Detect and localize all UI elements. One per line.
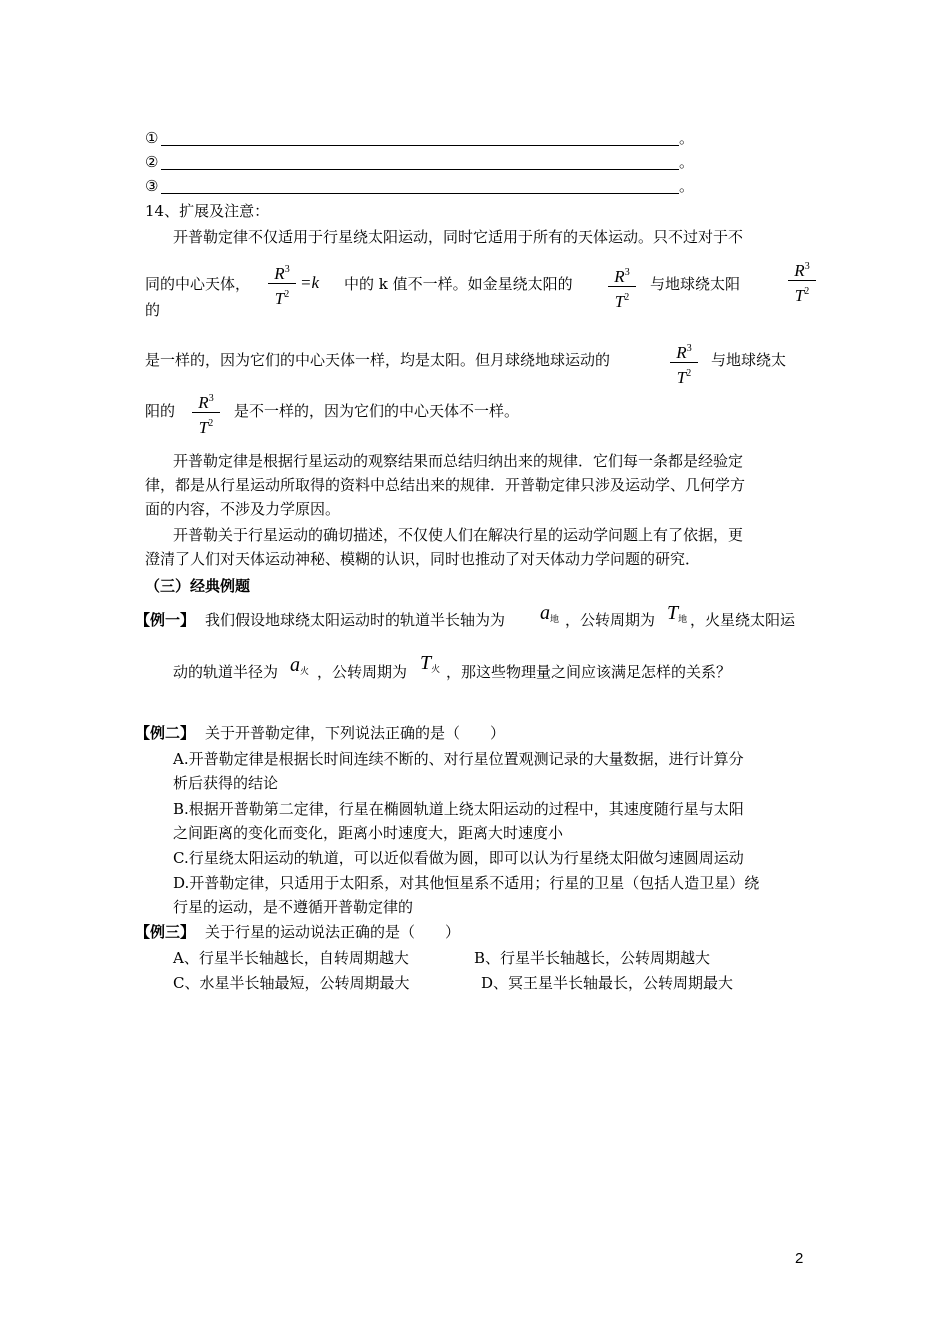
paragraph-1-line-5a: 阳的 — [145, 402, 176, 420]
page-number: 2 — [795, 1250, 804, 1267]
paragraph-3-line-1: 开普勒关于行星运动的确切描述，不仅使人们在解决行星的运动学问题上有了依据，更 — [173, 526, 744, 544]
paragraph-1-line-2c: 与地球绕太阳 — [650, 275, 741, 293]
example-2-option-a-line-1: A.开普勒定律是根据长时间连续不断的、对行星位置观测记录的大量数据，进行计算分 — [173, 750, 744, 768]
example-2-option-b-line-1: B.根据开普勒第二定律，行星在椭圆轨道上绕太阳运动的过程中，其速度随行星与太阳 — [173, 800, 744, 818]
example-2-option-a-line-2: 析后获得的结论 — [173, 774, 279, 792]
blank-line-3 — [161, 193, 679, 194]
example-2-option-b-line-2: 之间距离的变化而变化，距离小时速度大，距离大时速度小 — [173, 824, 564, 842]
example-1-tag: 【例一】 — [135, 611, 196, 629]
symbol-a-mars: $a_火$ — [290, 654, 310, 677]
blank-line-2 — [161, 169, 679, 170]
formula-earth-sun: $R^3$ $T^2$ — [186, 388, 226, 436]
example-3-option-d: D、冥王星半长轴最长，公转周期最大 — [481, 974, 734, 992]
formula-earth: $R^3$ $T^2$ — [782, 256, 822, 304]
formula-r3-t2: $R^3$ $T^2$ — [262, 259, 302, 307]
example-2-option-c: C.行星绕太阳运动的轨道，可以近似看做为圆，即可以认为行星绕太阳做匀速圆周运动 — [173, 849, 744, 867]
paragraph-1-line-5b: 是不一样的，因为它们的中心天体不一样。 — [234, 402, 520, 420]
blank-marker-1: ① — [145, 129, 159, 147]
paragraph-1-line-4b: 与地球绕太 — [711, 351, 787, 369]
blank-line-1 — [161, 145, 679, 146]
blank-end-1: 。 — [679, 129, 695, 147]
formula-equals-k: =k — [300, 273, 320, 292]
example-1-line-1b: ，公转周期为 — [565, 611, 656, 629]
symbol-a-earth: $a_地$ — [540, 602, 560, 625]
paragraph-3-line-2: 澄清了人们对天体运动神秘、模糊的认识，同时也推动了对天体动力学问题的研究． — [145, 550, 701, 568]
blank-marker-2: ② — [145, 153, 159, 171]
example-3-stem: 关于行星的运动说法正确的是（ ） — [205, 923, 461, 941]
example-2-stem: 关于开普勒定律，下列说法正确的是（ ） — [205, 724, 506, 742]
formula-venus: $R^3$ $T^2$ — [602, 262, 642, 310]
example-2-tag: 【例二】 — [135, 724, 196, 742]
example-3-option-b: B、行星半长轴越长，公转周期越大 — [474, 949, 711, 967]
symbol-T-earth: $T_地$ — [667, 602, 688, 625]
paragraph-2-line-3: 面的内容，不涉及力学原因。 — [145, 500, 341, 518]
example-2-option-d-line-2: 行星的运动，是不遵循开普勒定律的 — [173, 898, 414, 916]
paragraph-1-line-2b: 中的 k 值不一样。如金星绕太阳的 — [344, 275, 573, 293]
example-1-line-2c: ，那这些物理量之间应该满足怎样的关系？ — [446, 663, 732, 681]
example-1-line-2b: ，公转周期为 — [317, 663, 408, 681]
formula-moon: $R^3$ $T^2$ — [664, 338, 704, 386]
paragraph-1-line-4a: 是一样的，因为它们的中心天体一样，均是太阳。但月球绕地球运动的 — [145, 351, 611, 369]
example-1-line-1c: ，火星绕太阳运 — [690, 611, 796, 629]
paragraph-1-line-3: 的 — [145, 301, 161, 319]
blank-end-2: 。 — [679, 153, 695, 171]
blank-marker-3: ③ — [145, 177, 159, 195]
paragraph-2-line-2: 律，都是从行星运动所取得的资料中总结出来的规律．开普勒定律只涉及运动学、几何学方 — [145, 476, 746, 494]
section-14-heading: 14、扩展及注意： — [145, 202, 270, 220]
paragraph-1-line-1: 开普勒定律不仅适用于行星绕太阳运动，同时它适用于所有的天体运动。只不过对于不 — [173, 228, 744, 246]
paragraph-1-line-2a: 同的中心天体， — [145, 275, 251, 293]
example-3-option-c: C、水星半长轴最短，公转周期最大 — [173, 974, 410, 992]
blank-end-3: 。 — [679, 177, 695, 195]
example-3-tag: 【例三】 — [135, 923, 196, 941]
example-3-option-a: A、行星半长轴越长，自转周期越大 — [173, 949, 409, 967]
example-1-line-1a: 我们假设地球绕太阳运动时的轨道半长轴为为 — [205, 611, 506, 629]
example-1-line-2a: 动的轨道半径为 — [173, 663, 279, 681]
symbol-T-mars: $T_火$ — [420, 652, 441, 675]
paragraph-2-line-1: 开普勒定律是根据行星运动的观察结果而总结归纳出来的规律．它们每一条都是经验定 — [173, 452, 744, 470]
example-2-option-d-line-1: D.开普勒定律，只适用于太阳系，对其他恒星系不适用；行星的卫星（包括人造卫星）绕 — [173, 874, 760, 892]
section-3-heading: （三）经典例题 — [145, 577, 251, 595]
